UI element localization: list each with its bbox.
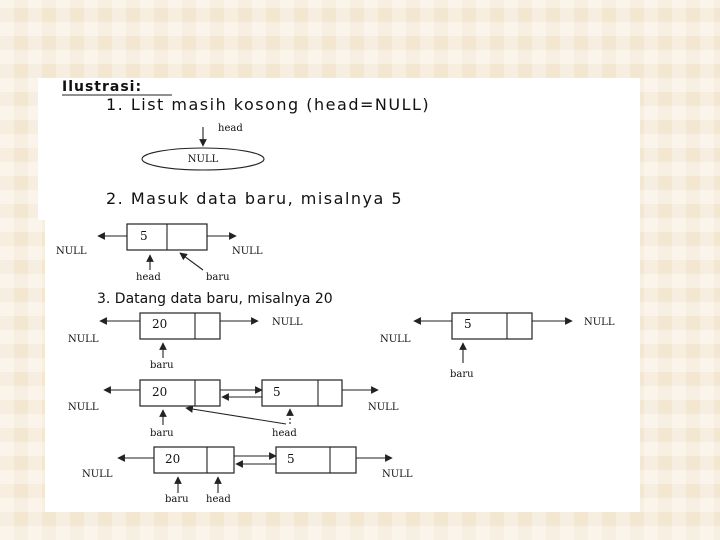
step3c-value-left: 20: [152, 385, 168, 399]
step3d-value-left: 20: [165, 452, 181, 466]
step2-null-left: NULL: [56, 246, 87, 257]
step1-title: 1. List masih kosong (head=NULL): [106, 95, 431, 114]
step3-title: 3. Datang data baru, misalnya 20: [97, 291, 333, 307]
step3c-null-right: NULL: [368, 402, 399, 413]
step2-null-right: NULL: [232, 246, 263, 257]
step3a-value: 20: [152, 317, 168, 331]
step3c-baru-label: baru: [150, 428, 174, 439]
step2-baru-arrow: [180, 253, 203, 270]
step3c-head-label: head: [272, 428, 297, 439]
step3d-baru-label: baru: [165, 494, 189, 505]
step3c-value-right: 5: [273, 385, 281, 399]
step3d-null-left: NULL: [82, 469, 113, 480]
step1-null-label: NULL: [187, 154, 219, 165]
step3b-null-right: NULL: [584, 317, 615, 328]
step3d-value-right: 5: [287, 452, 295, 466]
step3d-head-label: head: [206, 494, 231, 505]
step3b-baru-label: baru: [450, 369, 474, 380]
step3a-null-right: NULL: [272, 317, 303, 328]
step3a-baru-label: baru: [150, 360, 174, 371]
step2-title: 2. Masuk data baru, misalnya 5: [106, 189, 404, 208]
step2-head-label: head: [136, 272, 161, 283]
step2-node-value: 5: [140, 229, 148, 243]
step3a-node: [140, 313, 220, 339]
step3d-node-right: [276, 447, 356, 473]
step3c-null-left: NULL: [68, 402, 99, 413]
step3a-null-left: NULL: [68, 334, 99, 345]
step3c-head-to-left-arrow: [186, 408, 286, 424]
step1-head-label: head: [218, 123, 243, 134]
step3b-node: [452, 313, 532, 339]
step3b-value: 5: [464, 317, 472, 331]
heading: Ilustrasi:: [62, 79, 143, 95]
step3d-node-left: [154, 447, 234, 473]
step3c-node-left: [140, 380, 220, 406]
step2-node: [127, 224, 207, 250]
step3d-null-right: NULL: [382, 469, 413, 480]
step2-baru-label: baru: [206, 272, 230, 283]
step3b-null-left: NULL: [380, 334, 411, 345]
step3c-node-right: [262, 380, 342, 406]
